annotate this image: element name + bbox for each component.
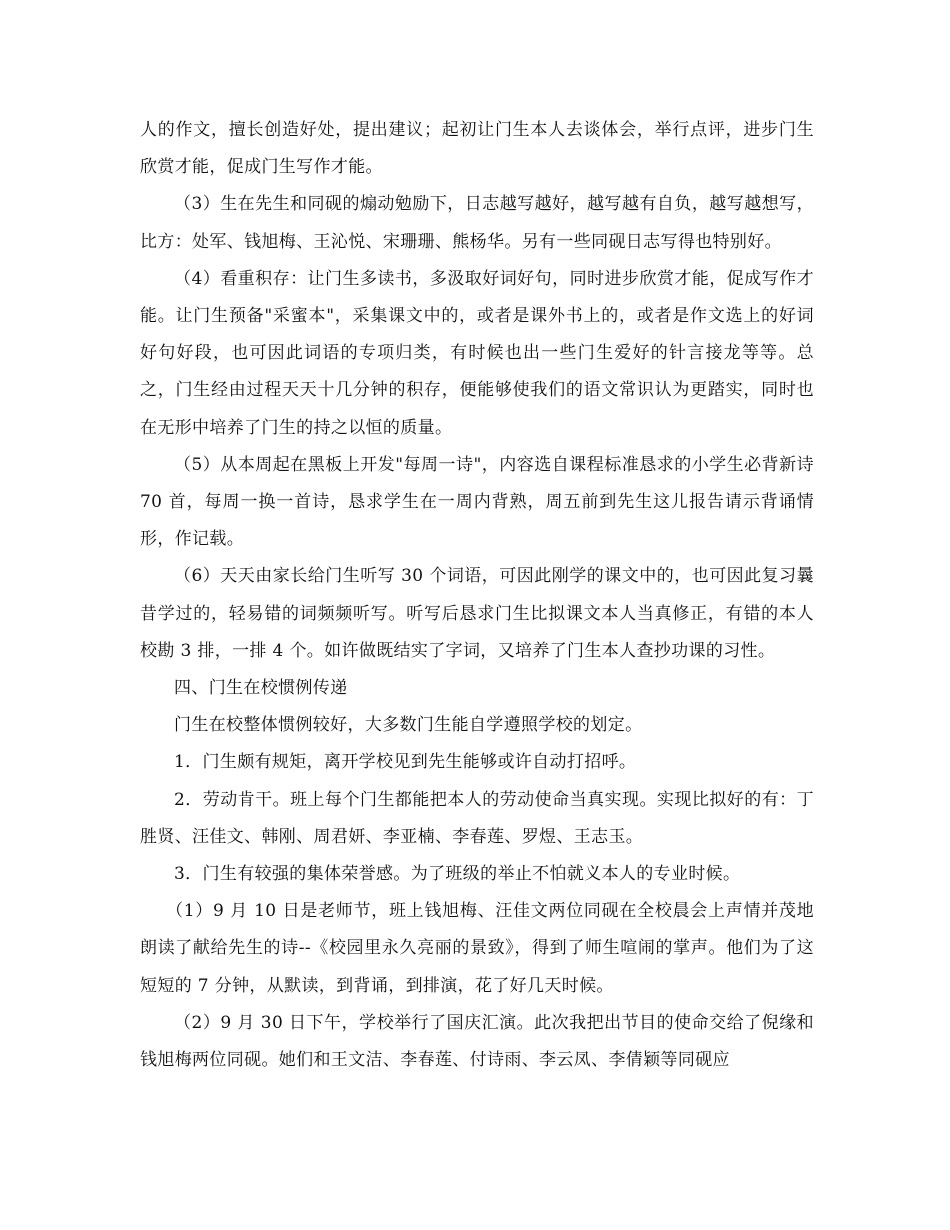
paragraph-item-3: （3）生在先生和同砚的煽动勉励下，日志越写越好，越写越有自负，越写越想写，比方：处军、钱旭梅、王沁悦、宋珊珊、熊杨华。另有一些同砚日志写得也特别好。 bbox=[140, 194, 814, 252]
document-body bbox=[140, 112, 814, 1079]
paragraph-summary: 门生在校整体惯例较好，大多数门生能自学遵照学校的划定。 bbox=[174, 715, 643, 736]
paragraph-item-5: （5）从本周起在黑板上开发"每周一诗"，内容选自课程标准恳求的小学生必背新诗 70 首，每周一换一首诗，恳求学生在一周内背熟，周五前到先生这儿报告请示背诵情形，作记载。 bbox=[140, 454, 814, 550]
list-item-1: 1．门生颇有规矩，离开学校见到先生能够或许自动打招呼。 bbox=[174, 752, 637, 773]
sub-item-1: （1）9 月 10 日是老师节，班上钱旭梅、汪佳文两位同砚在全校晨会上声情并茂地朗读了献给先生的诗--《校园里永久亮丽的景致》，得到了师生喧闹的掌声。他们为了这短短的 7 分钟，从默读，到背诵，到排演，花了好几天时候。 bbox=[140, 901, 814, 996]
paragraph-item-6: （6）天天由家长给门生听写 30 个词语，可因此刚学的课文中的，也可因此复习曩昔学过的，轻易错的词频频听写。听写后恳求门生比拟课文本人当真修正，有错的本人校勘 3 排，一排 4 个。如许做既结实了字词，又培养了门生本人查抄功课的习性。 bbox=[140, 566, 814, 661]
list-item-3: 3．门生有较强的集体荣誉感。为了班级的举止不怕就义本人的专业时候。 bbox=[174, 864, 741, 885]
paragraph-item-4: （4）看重积存：让门生多读书，多汲取好词好句，同时进步欣赏才能，促成写作才能。让门生预备"采蜜本"，采集课文中的，或者是课外书上的，或者是作文选上的好词好句好段，也可因此词语的专项归类，有时候也出一些门生爱好的针言接龙等等。总之，门生经由过程天天十几分钟的积存，便能够使我们的语文常识认为更踏实，同时也在无形中培养了门生的持之以恒的质量。 bbox=[140, 268, 814, 438]
list-item-2: 2．劳动肯干。班上每个门生都能把本人的劳动使命当真实现。实现比拟好的有：丁胜贤、汪佳文、韩刚、周君妍、李亚楠、李春莲、罗煜、王志玉。 bbox=[140, 789, 814, 847]
sub-item-2: （2）9 月 30 日下午，学校举行了国庆汇演。此次我把出节目的使命交给了倪缘和钱旭梅两位同砚。她们和王文洁、李春莲、付诗雨、李云凤、李倩颖等同砚应 bbox=[140, 1012, 814, 1071]
paragraph-continuation: 人的作文，擅长创造好处，提出建议；起初让门生本人去谈体会，举行点评，进步门生欣赏才能，促成门生写作才能。 bbox=[140, 120, 814, 178]
section-heading-4: 四、门生在校惯例传递 bbox=[174, 678, 348, 699]
